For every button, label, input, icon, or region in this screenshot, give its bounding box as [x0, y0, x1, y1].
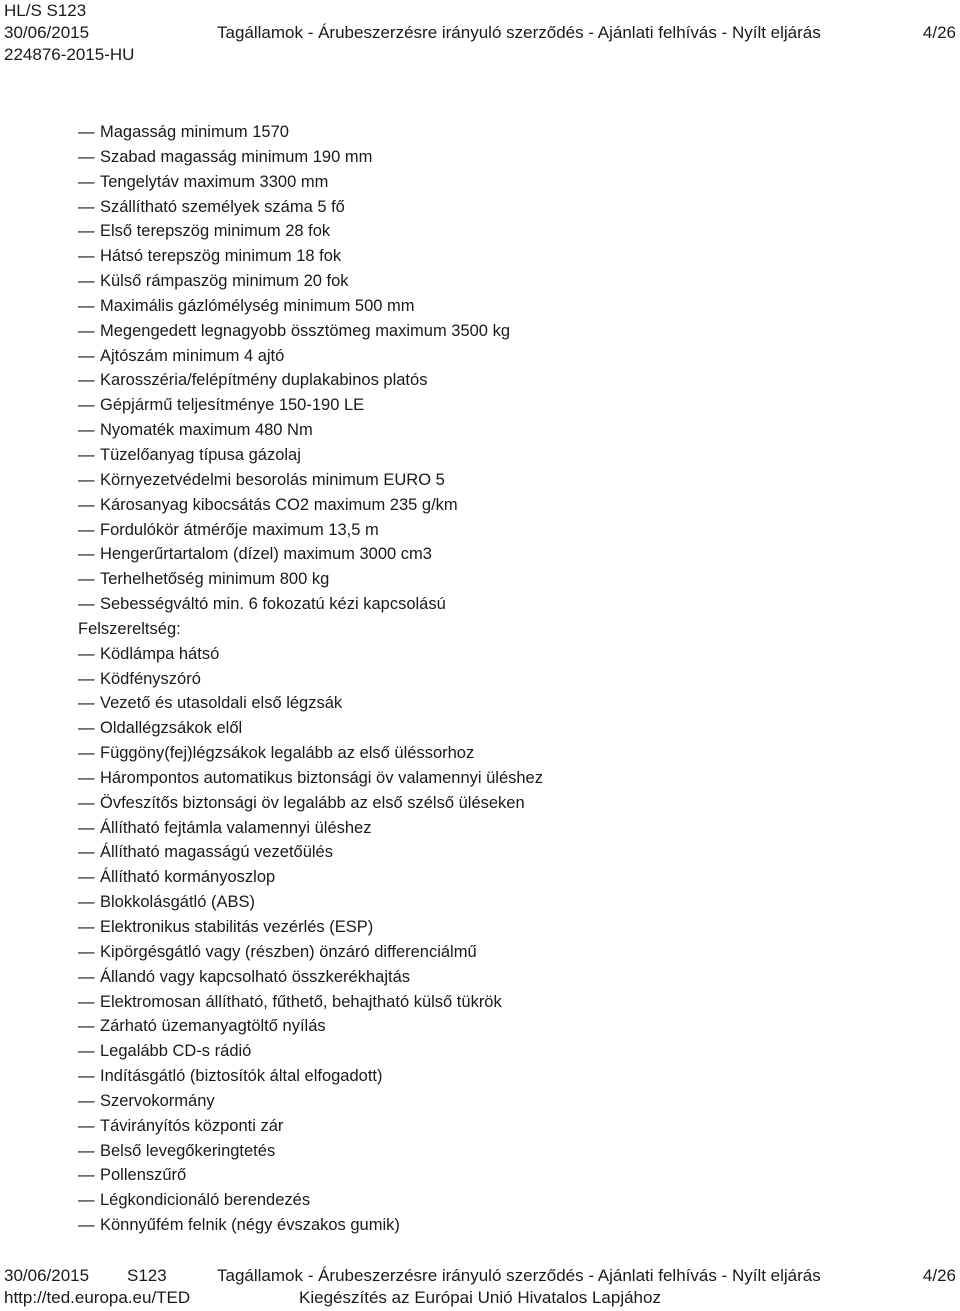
equipment-item-text: Elektromosan állítható, fűthető, behajtható külső tükrök	[100, 992, 502, 1011]
equipment-item-text: Távirányítós központi zár	[100, 1116, 284, 1135]
equipment-item-text: Kipörgésgátló vagy (részben) önzáró differenciálmű	[100, 942, 477, 961]
list-dash: —	[78, 694, 95, 713]
equipment-item-text: Vezető és utasoldali első légzsák	[100, 694, 343, 713]
list-dash: —	[78, 1042, 95, 1061]
spec-item	[78, 418, 543, 443]
equipment-item	[78, 865, 543, 890]
equipment-item	[78, 1188, 543, 1213]
list-dash: —	[78, 1191, 95, 1210]
equipment-item-text: Ködlámpa hátsó	[100, 644, 220, 663]
spec-item	[78, 319, 543, 344]
list-dash: —	[78, 520, 95, 539]
equipment-item	[78, 1114, 543, 1139]
equipment-item-text: Állítható kormányoszlop	[100, 868, 276, 887]
list-dash: —	[78, 967, 95, 986]
header-date: 30/06/2015	[4, 23, 90, 42]
list-dash: —	[78, 222, 95, 241]
list-dash: —	[78, 247, 95, 266]
list-dash: —	[78, 1017, 95, 1036]
equipment-item	[78, 1089, 543, 1114]
notice-id: 224876-2015-HU	[4, 45, 135, 64]
spec-item-text: Hengerűrtartalom (dízel) maximum 3000 cm3	[100, 545, 432, 564]
equipment-item-text: Legalább CD-s rádió	[100, 1042, 252, 1061]
equipment-item	[78, 716, 543, 741]
equipment-item	[78, 1039, 543, 1064]
spec-item-text: Ajtószám minimum 4 ajtó	[100, 346, 285, 365]
spec-item	[78, 368, 543, 393]
equipment-item-text: Szervokormány	[100, 1091, 215, 1110]
footer-series: S123	[127, 1266, 167, 1285]
equipment-item-text: Állítható magasságú vezetőülés	[100, 843, 333, 862]
list-dash: —	[78, 868, 95, 887]
spec-item	[78, 542, 543, 567]
list-dash: —	[78, 445, 95, 464]
list-dash: —	[78, 818, 95, 837]
list-dash: —	[78, 147, 95, 166]
list-dash: —	[78, 918, 95, 936]
spec-item	[78, 195, 543, 220]
equipment-item-text: Blokkolásgátló (ABS)	[100, 893, 255, 912]
list-dash: —	[78, 123, 95, 141]
spec-item-text: Tüzelőanyag típusa gázolaj	[100, 445, 301, 464]
spec-item-text: Első terepszög minimum 28 fok	[100, 222, 331, 241]
spec-item-text: Környezetvédelmi besorolás minimum EURO 5	[100, 470, 445, 489]
spec-item	[78, 518, 543, 543]
list-dash: —	[78, 1141, 95, 1160]
doc-code: HL/S S123	[4, 1, 87, 20]
header-title: Tagállamok - Árubeszerzésre irányuló szerződés - Ajánlati felhívás - Nyílt eljárás	[217, 23, 821, 42]
list-dash: —	[78, 1116, 95, 1135]
spec-item	[78, 592, 543, 617]
spec-item-text: Karosszéria/felépítmény duplakabinos platós	[100, 371, 428, 390]
equipment-item-text: Zárható üzemanyagtöltő nyílás	[100, 1017, 326, 1036]
list-dash: —	[78, 371, 95, 390]
list-dash: —	[78, 296, 95, 315]
equipment-item	[78, 791, 543, 816]
equipment-item	[78, 1213, 543, 1238]
spec-item	[78, 269, 543, 294]
equipment-item-text: Hárompontos automatikus biztonsági öv valamennyi üléshez	[100, 768, 543, 787]
equipment-item-text: Elektronikus stabilitás vezérlés (ESP)	[100, 918, 374, 936]
spec-item-text: Tengelytáv maximum 3300 mm	[100, 172, 329, 191]
equipment-item-text: Állítható fejtámla valamennyi üléshez	[100, 818, 372, 837]
list-dash: —	[78, 1216, 95, 1235]
equipment-item	[78, 766, 543, 791]
equipment-heading: Felszereltség:	[78, 619, 181, 638]
list-dash: —	[78, 893, 95, 912]
spec-item	[78, 145, 543, 170]
list-dash: —	[78, 321, 95, 340]
equipment-item-text: Övfeszítős biztonsági öv legalább az első szélső üléseken	[100, 793, 525, 812]
spec-item	[78, 294, 543, 319]
spec-item-text: Megengedett legnagyobb össztömeg maximum 3500 kg	[100, 321, 510, 340]
spec-item	[78, 219, 543, 244]
equipment-item-text: Belső levegőkeringtetés	[100, 1141, 276, 1160]
spec-item	[78, 468, 543, 493]
list-dash: —	[78, 669, 95, 688]
spec-item	[78, 493, 543, 518]
spec-item	[78, 170, 543, 195]
list-dash: —	[78, 421, 95, 440]
spec-item-text: Szabad magasság minimum 190 mm	[100, 147, 373, 166]
equipment-item	[78, 915, 543, 940]
equipment-item-text: Ködfényszóró	[100, 669, 201, 688]
equipment-item-text: Indításgátló (biztosítók által elfogadott)	[100, 1067, 383, 1086]
equipment-item-text: Könnyűfém felnik (négy évszakos gumik)	[100, 1216, 400, 1235]
spec-item	[78, 244, 543, 269]
spec-item-text: Külső rámpaszög minimum 20 fok	[100, 272, 349, 291]
equipment-item	[78, 1163, 543, 1188]
equipment-item	[78, 965, 543, 990]
list-dash: —	[78, 1067, 95, 1086]
list-dash: —	[78, 346, 95, 365]
equipment-item	[78, 691, 543, 716]
footer-url: http://ted.europa.eu/TED	[4, 1288, 191, 1307]
equipment-item-text: Légkondicionáló berendezés	[100, 1191, 311, 1210]
spec-item	[78, 344, 543, 369]
list-dash: —	[78, 470, 95, 489]
spec-item-text: Gépjármű teljesítménye 150-190 LE	[100, 396, 365, 415]
footer-page-number: 4/26	[922, 1266, 956, 1285]
spec-item	[78, 120, 543, 145]
equipment-item	[78, 667, 543, 692]
list-dash: —	[78, 644, 95, 663]
spec-item	[78, 393, 543, 418]
equipment-list	[78, 642, 543, 1238]
list-dash: —	[78, 197, 95, 216]
footer-supplement: Kiegészítés az Európai Unió Hivatalos Lapjához	[299, 1288, 661, 1307]
page-footer	[4, 1265, 956, 1309]
list-dash: —	[78, 992, 95, 1011]
spec-item-text: Fordulókör átmérője maximum 13,5 m	[100, 520, 379, 539]
equipment-item	[78, 1064, 543, 1089]
footer-date: 30/06/2015	[4, 1266, 90, 1285]
list-dash: —	[78, 595, 95, 614]
list-dash: —	[78, 272, 95, 291]
spec-item	[78, 567, 543, 592]
equipment-item-text: Függöny(fej)légzsákok legalább az első üléssorhoz	[100, 744, 475, 763]
list-dash: —	[78, 495, 95, 514]
document-body	[78, 120, 543, 1238]
spec-item-text: Maximális gázlómélység minimum 500 mm	[100, 296, 415, 315]
list-dash: —	[78, 1091, 95, 1110]
spec-item-text: Szállítható személyek száma 5 fő	[100, 197, 345, 216]
equipment-item	[78, 840, 543, 865]
equipment-item-text: Állandó vagy kapcsolható összkerékhajtás	[100, 967, 411, 986]
equipment-item	[78, 741, 543, 766]
list-dash: —	[78, 545, 95, 564]
list-dash: —	[78, 942, 95, 961]
specs-list	[78, 120, 543, 617]
spec-item-text: Nyomaték maximum 480 Nm	[100, 421, 313, 440]
equipment-item	[78, 1139, 543, 1164]
spec-item-text: Magasság minimum 1570	[100, 123, 289, 141]
spec-item	[78, 443, 543, 468]
list-dash: —	[78, 744, 95, 763]
spec-item-text: Károsanyag kibocsátás CO2 maximum 235 g/km	[100, 495, 458, 514]
footer-title: Tagállamok - Árubeszerzésre irányuló szerződés - Ajánlati felhívás - Nyílt eljárás	[217, 1266, 821, 1285]
equipment-item	[78, 990, 543, 1015]
equipment-item-text: Pollenszűrő	[100, 1166, 187, 1185]
list-dash: —	[78, 172, 95, 191]
spec-item-text: Terhelhetőség minimum 800 kg	[100, 570, 330, 589]
page-header	[4, 0, 956, 66]
equipment-item	[78, 890, 543, 915]
equipment-item	[78, 1014, 543, 1039]
list-dash: —	[78, 768, 95, 787]
list-dash: —	[78, 843, 95, 862]
header-page-number: 4/26	[922, 23, 956, 42]
spec-item-text: Hátsó terepszög minimum 18 fok	[100, 247, 342, 266]
equipment-item-text: Oldallégzsákok elől	[100, 719, 243, 738]
equipment-item	[78, 642, 543, 667]
spec-item-text: Sebességváltó min. 6 fokozatú kézi kapcsolású	[100, 595, 446, 614]
list-dash: —	[78, 719, 95, 738]
equipment-item	[78, 940, 543, 965]
list-dash: —	[78, 793, 95, 812]
list-dash: —	[78, 1166, 95, 1185]
list-dash: —	[78, 570, 95, 589]
list-dash: —	[78, 396, 95, 415]
equipment-item	[78, 816, 543, 841]
